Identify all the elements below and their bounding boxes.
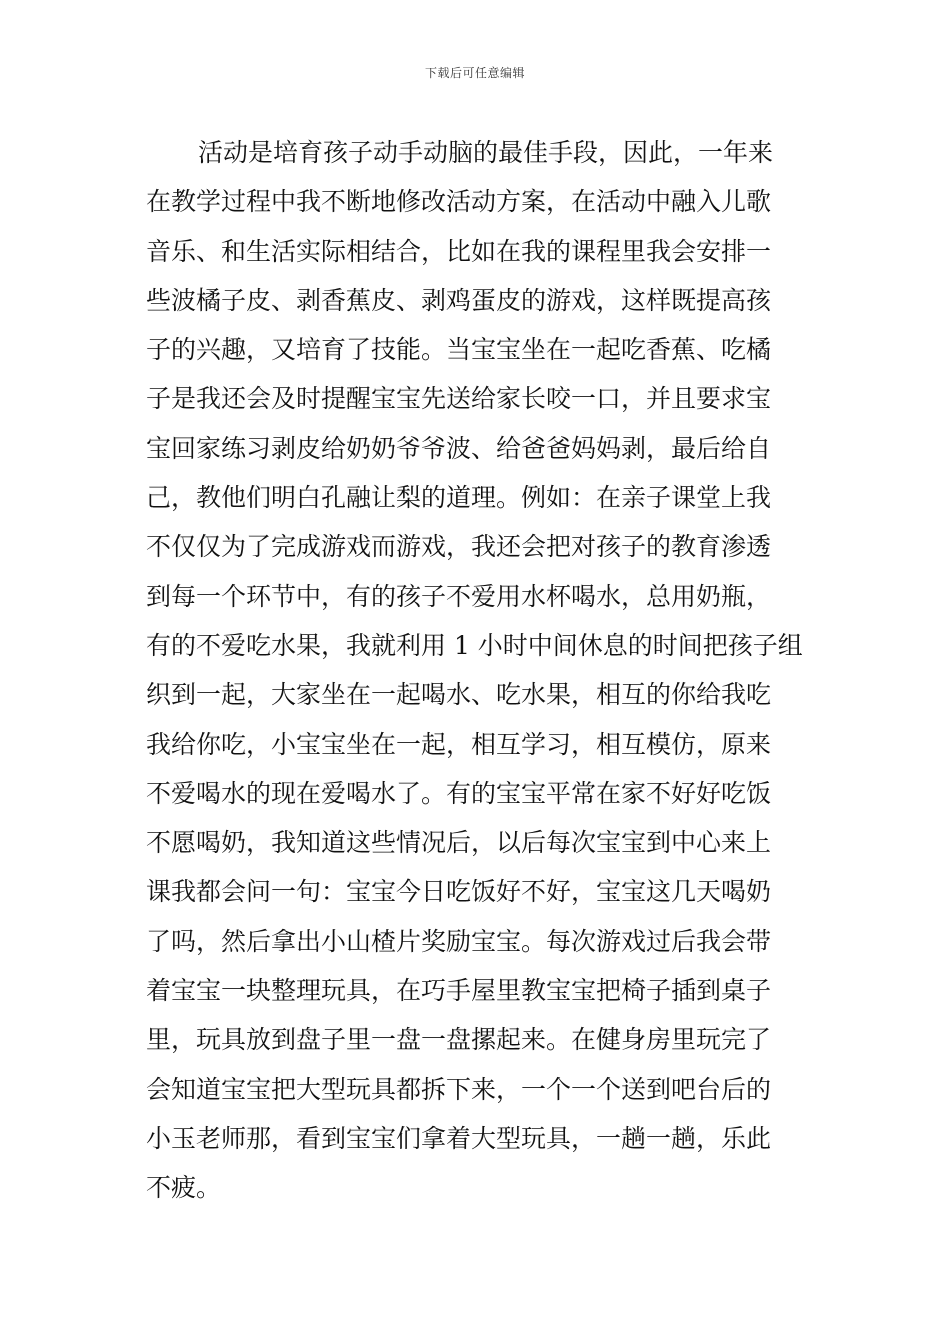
text-line: 己，教他们明白孔融让梨的道理。例如：在亲子课堂上我 xyxy=(146,483,772,513)
text-line: 不愿喝奶，我知道这些情况后，以后每次宝宝到中心来上 xyxy=(146,828,772,858)
text-line: 活动是培育孩子动手动脑的最佳手段，因此，一年来 xyxy=(198,138,774,167)
text-line: 音乐、和生活实际相结合，比如在我的课程里我会安排一 xyxy=(146,236,772,266)
text-line: 里，玩具放到盘子里一盘一盘摞起来。在健身房里玩完了 xyxy=(146,1025,772,1055)
text-line: 课我都会问一句：宝宝今日吃饭好不好，宝宝这几天喝奶 xyxy=(146,877,772,907)
text-line: 子的兴趣，又培育了技能。当宝宝坐在一起吃香蕉、吃橘 xyxy=(146,335,772,365)
text-line: 子是我还会及时提醒宝宝先送给家长咬一口，并且要求宝 xyxy=(146,384,772,414)
text-line: 在教学过程中我不断地修改活动方案，在活动中融入儿歌 xyxy=(146,187,772,217)
text-line: 不爱喝水的现在爱喝水了。有的宝宝平常在家不好好吃饭 xyxy=(146,778,772,808)
text-line: 小玉老师那，看到宝宝们拿着大型玩具，一趟一趟，乐此 xyxy=(146,1123,772,1153)
text-line: 到每一个环节中，有的孩子不爱用水杯喝水，总用奶瓶， xyxy=(146,581,772,611)
text-line: 我给你吃，小宝宝坐在一起，相互学习，相互模仿，原来 xyxy=(146,729,772,759)
text-line: 不仅仅为了完成游戏而游戏，我还会把对孩子的教育渗透 xyxy=(146,532,772,562)
text-line: 着宝宝一块整理玩具，在巧手屋里教宝宝把椅子插到桌子 xyxy=(146,976,772,1006)
text-line: 织到一起，大家坐在一起喝水、吃水果，相互的你给我吃 xyxy=(146,680,772,710)
text-line: 会知道宝宝把大型玩具都拆下来，一个一个送到吧台后的 xyxy=(146,1074,772,1104)
text-line: 些波橘子皮、剥香蕉皮、剥鸡蛋皮的游戏，这样既提高孩 xyxy=(146,285,772,315)
text-line: 宝回家练习剥皮给奶奶爷爷波、给爸爸妈妈剥，最后给自 xyxy=(146,433,772,463)
text-line: 了吗，然后拿出小山楂片奖励宝宝。每次游戏过后我会带 xyxy=(146,926,772,956)
body-paragraph xyxy=(146,128,808,1213)
text-line: 不疲。 xyxy=(146,1173,222,1203)
text-line: 有的不爱吃水果，我就利用 1 小时中间休息的时间把孩子组 xyxy=(146,630,803,660)
header-note: 下载后可任意编辑 xyxy=(424,66,525,80)
